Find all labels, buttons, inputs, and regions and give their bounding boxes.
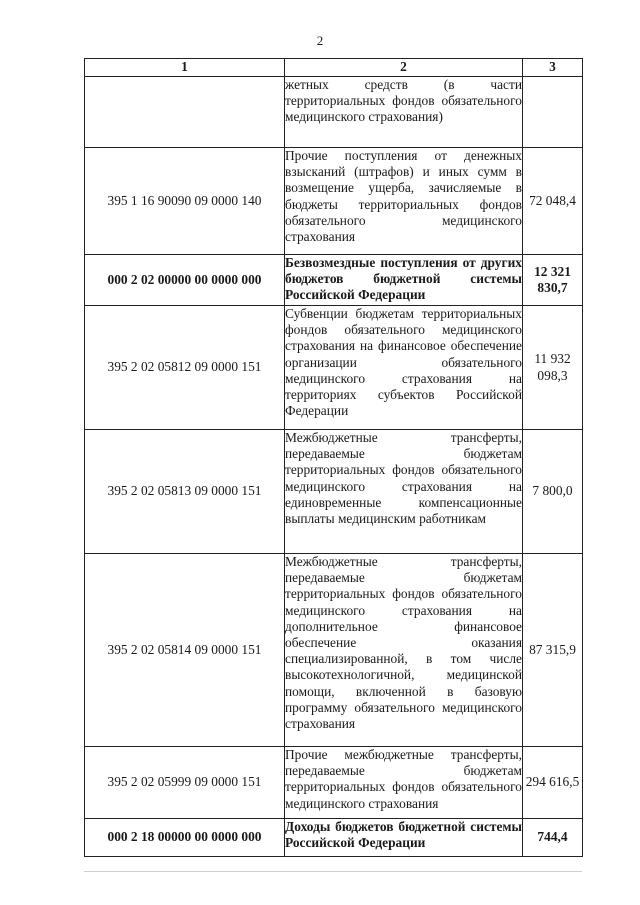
row-description: Межбюджетные трансферты, передаваемые бюджетам территориальных фондов обязательного медицинского страхования на дополнительное финансовое обеспечение оказания специализированной, в том числе высокотехнологичной, медицинской помощи, включенной в базовую программу обязательного медицинского страхования xyxy=(285,554,523,747)
table-row xyxy=(85,819,583,857)
row-amount xyxy=(523,77,583,148)
row-amount: 294 616,5 xyxy=(523,747,583,819)
table-row xyxy=(85,306,583,430)
row-code: 395 2 02 05812 09 0000 151 xyxy=(85,306,285,430)
page-bottom-rule xyxy=(84,871,582,872)
row-amount: 11 932 098,3 xyxy=(523,306,583,430)
row-description: Межбюджетные трансферты, передаваемые бюджетам территориальных фондов обязательного медицинского страхования на единовременные компенсационные выплаты медицинским работникам xyxy=(285,430,523,554)
row-description: Прочие поступления от денежных взысканий (штрафов) и иных сумм в возмещение ущерба, зачисляемые в бюджеты территориальных фондов обязательного медицинского страхования xyxy=(285,148,523,255)
table-row xyxy=(85,430,583,554)
table-row xyxy=(85,747,583,819)
column-header-description: 2 xyxy=(285,59,523,77)
row-description: жетных средств (в части территориальных фондов обязательного медицинского страхования) xyxy=(285,77,523,148)
row-amount: 744,4 xyxy=(523,819,583,857)
row-description: Прочие межбюджетные трансферты, передаваемые бюджетам территориальных фондов обязательного медицинского страхования xyxy=(285,747,523,819)
row-code: 395 2 02 05999 09 0000 151 xyxy=(85,747,285,819)
row-code: 000 2 02 00000 00 0000 000 xyxy=(85,255,285,306)
row-description: Безвозмездные поступления от других бюджетов бюджетной системы Российской Федерации xyxy=(285,255,523,306)
row-amount: 72 048,4 xyxy=(523,148,583,255)
row-code: 000 2 18 00000 00 0000 000 xyxy=(85,819,285,857)
row-description: Доходы бюджетов бюджетной системы Российской Федерации xyxy=(285,819,523,857)
table-row xyxy=(85,255,583,306)
page-number: 2 xyxy=(316,33,324,48)
row-code: 395 1 16 90090 09 0000 140 xyxy=(85,148,285,255)
row-description: Субвенции бюджетам территориальных фондов обязательного медицинского страхования на финансовое обеспечение организации обязательного медицинского страхования на территориях субъектов Российской Федерации xyxy=(285,306,523,430)
table-row xyxy=(85,554,583,747)
table-row xyxy=(85,148,583,255)
column-header-code: 1 xyxy=(85,59,285,77)
table-header-row xyxy=(85,59,583,77)
table-row xyxy=(85,77,583,148)
revenue-table xyxy=(84,58,583,857)
row-amount: 12 321 830,7 xyxy=(523,255,583,306)
column-header-amount: 3 xyxy=(523,59,583,77)
row-code: 395 2 02 05813 09 0000 151 xyxy=(85,430,285,554)
row-amount: 87 315,9 xyxy=(523,554,583,747)
row-code xyxy=(85,77,285,148)
row-amount: 7 800,0 xyxy=(523,430,583,554)
row-code: 395 2 02 05814 09 0000 151 xyxy=(85,554,285,747)
